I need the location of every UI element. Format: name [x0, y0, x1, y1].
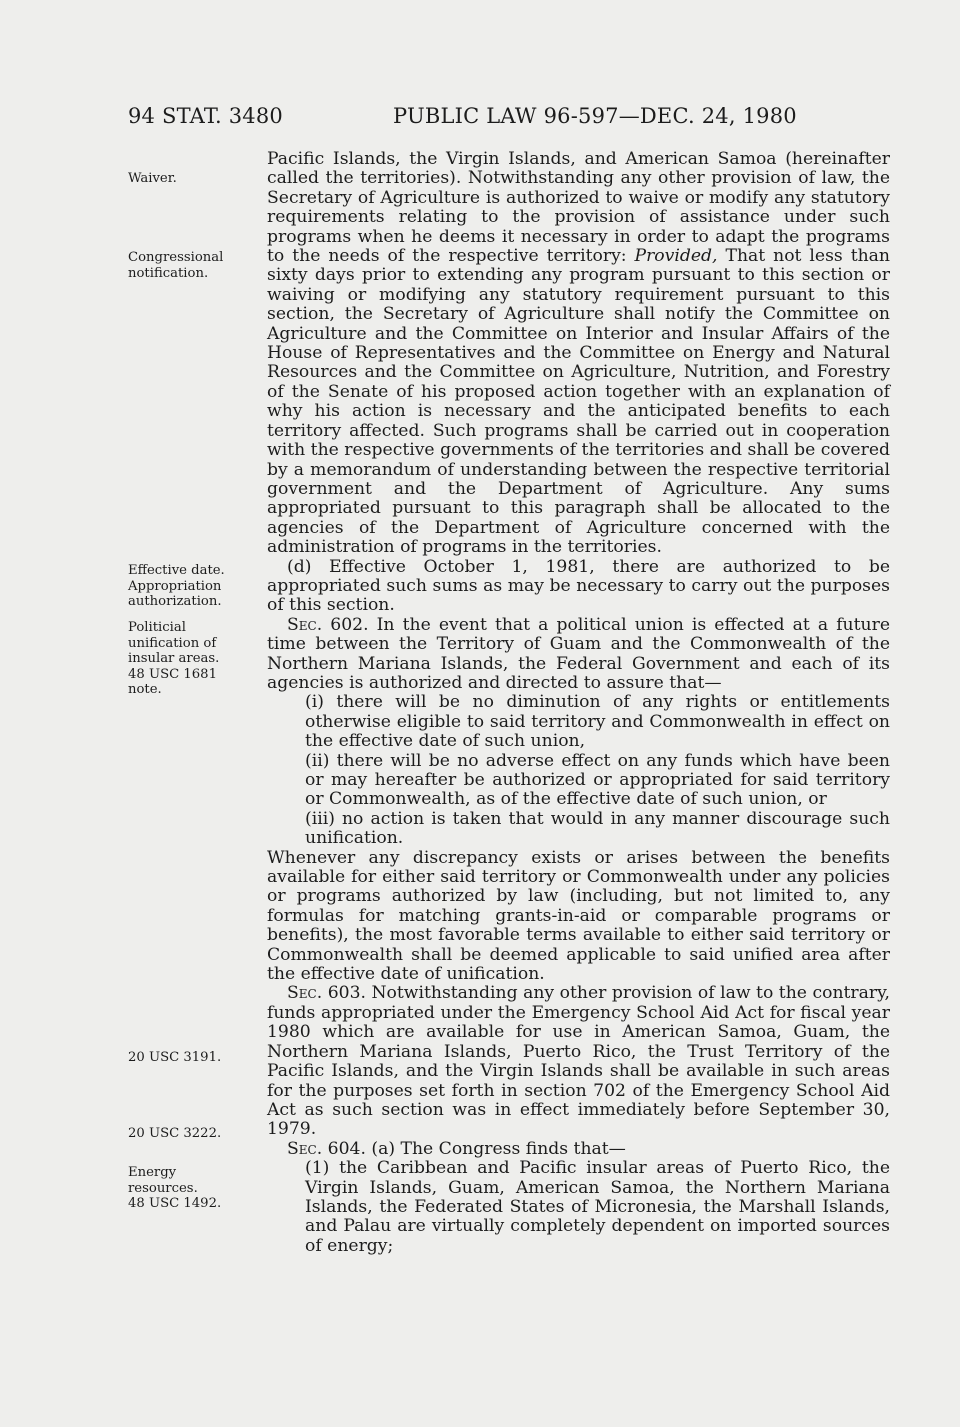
public-law-title: PUBLIC LAW 96-597—DEC. 24, 1980 — [393, 104, 797, 128]
margin-note-effective-date: Effective date. Appropriation authorization. — [128, 563, 225, 609]
paragraph-whenever: Whenever any discrepancy exists or arises between the benefits available for either said territory or Commonwealth under any policies or programs authorized by law (including, but not limited to, any formulas for matching grants-in-aid or comparable programs or benefits), the most favorable terms available to either said territory or Commonwealth shall be deemed applicable to said unified area after the effective date of unification. — [267, 847, 890, 985]
section-label: Sec. — [287, 1138, 323, 1159]
section-603: Sec. 603. Notwithstanding any other provision of law to the contrary, funds appropriated under the Emergency School Aid Act for fiscal year 1980 which are available for use in American Samoa, Guam, the Northern Mariana Islands, Puerto Rico, the Trust Territory of the Pacific Islands, and the Virgin Islands shall be available in such areas for the purposes set forth in section 702 of the Emergency School Aid Act as such section was in effect immediately before September 30, 1979. — [267, 983, 890, 1140]
margin-note-energy-resources: Energy resources. 48 USC 1492. — [128, 1165, 222, 1211]
section-label: Sec. — [287, 983, 323, 1004]
clause-ii: (ii) there will be no adverse effect on any funds which have been or may hereafter be authorized or appropriated for said territory or Commonwealth, as of the effective date of such union, or — [305, 750, 890, 810]
section-602: Sec. 602. In the event that a political union is effected at a future time between the Territory of Guam and the Commonwealth of the Northern Mariana Islands, the Federal Government and each of its agencies is authorized and directed to assure that— — [267, 614, 890, 693]
margin-note-political-unification: Politicial unification of insular areas. 48 USC 1681 note. — [128, 620, 220, 697]
provided-proviso: Provided, — [634, 246, 718, 267]
paragraph-d-effective-date: (d) Effective October 1, 1981, there are authorized to be appropriated such sums as may be necessary to carry out the purposes of this section. — [267, 556, 890, 616]
finding-1: (1) the Caribbean and Pacific insular areas of Puerto Rico, the Virgin Islands, Guam, American Samoa, the Northern Mariana Islands, the Federated States of Micronesia, the Marshall Islands, and Palau are virtually completely dependent on imported sources of energy; — [305, 1158, 890, 1256]
clause-iii: (iii) no action is taken that would in any manner discourage such unification. — [305, 808, 890, 849]
statute-body — [267, 150, 890, 1256]
statute-page-number: 94 STAT. 3480 — [128, 104, 283, 128]
margin-note-waiver: Waiver. — [128, 171, 177, 186]
margin-note-congressional-notification: Congressional notification. — [128, 250, 224, 281]
margin-note-20-usc-3191: 20 USC 3191. — [128, 1050, 222, 1065]
margin-note-20-usc-3222: 20 USC 3222. — [128, 1126, 222, 1141]
clause-i: (i) there will be no diminution of any rights or entitlements otherwise eligible to said territory and Commonwealth in effect on the effective date of such union, — [305, 692, 890, 752]
section-label: Sec. — [287, 614, 323, 635]
section-604: Sec. 604. (a) The Congress finds that— — [287, 1138, 626, 1159]
page-header — [128, 104, 888, 136]
paragraph-territories-waiver: Pacific Islands, the Virgin Islands, and American Samoa (hereinafter called the territories). Notwithstanding any other provision of law, the Secretary of Agriculture is authorized to waive or modify any statutory requirements relating to the provision of assistance under such programs when he deems it necessary in order to adapt the programs to the needs of the respective territory: Provided, That not less than sixty days prior to extending any program pursuant to this section or waiving or modifying any statutory requirement pursuant to this section, the Secretary of Agriculture shall notify the Committee on Agriculture and the Committee on Interior and Insular Affairs of the House of Representatives and the Committee on Energy and Natural Resources and the Committee on Agriculture, Nutrition, and Forestry of the Senate of his proposed action together with an explanation of why his action is necessary and the anticipated benefits to each territory affected. Such programs shall be carried out in cooperation with the respective governments of the territories and shall be covered by a memorandum of understanding between the respective territorial government and the Department of Agriculture. Any sums appropriated pursuant to this paragraph shall be allocated to the agencies of the Department of Agriculture concerned with the administration of programs in the territories. — [267, 149, 890, 558]
